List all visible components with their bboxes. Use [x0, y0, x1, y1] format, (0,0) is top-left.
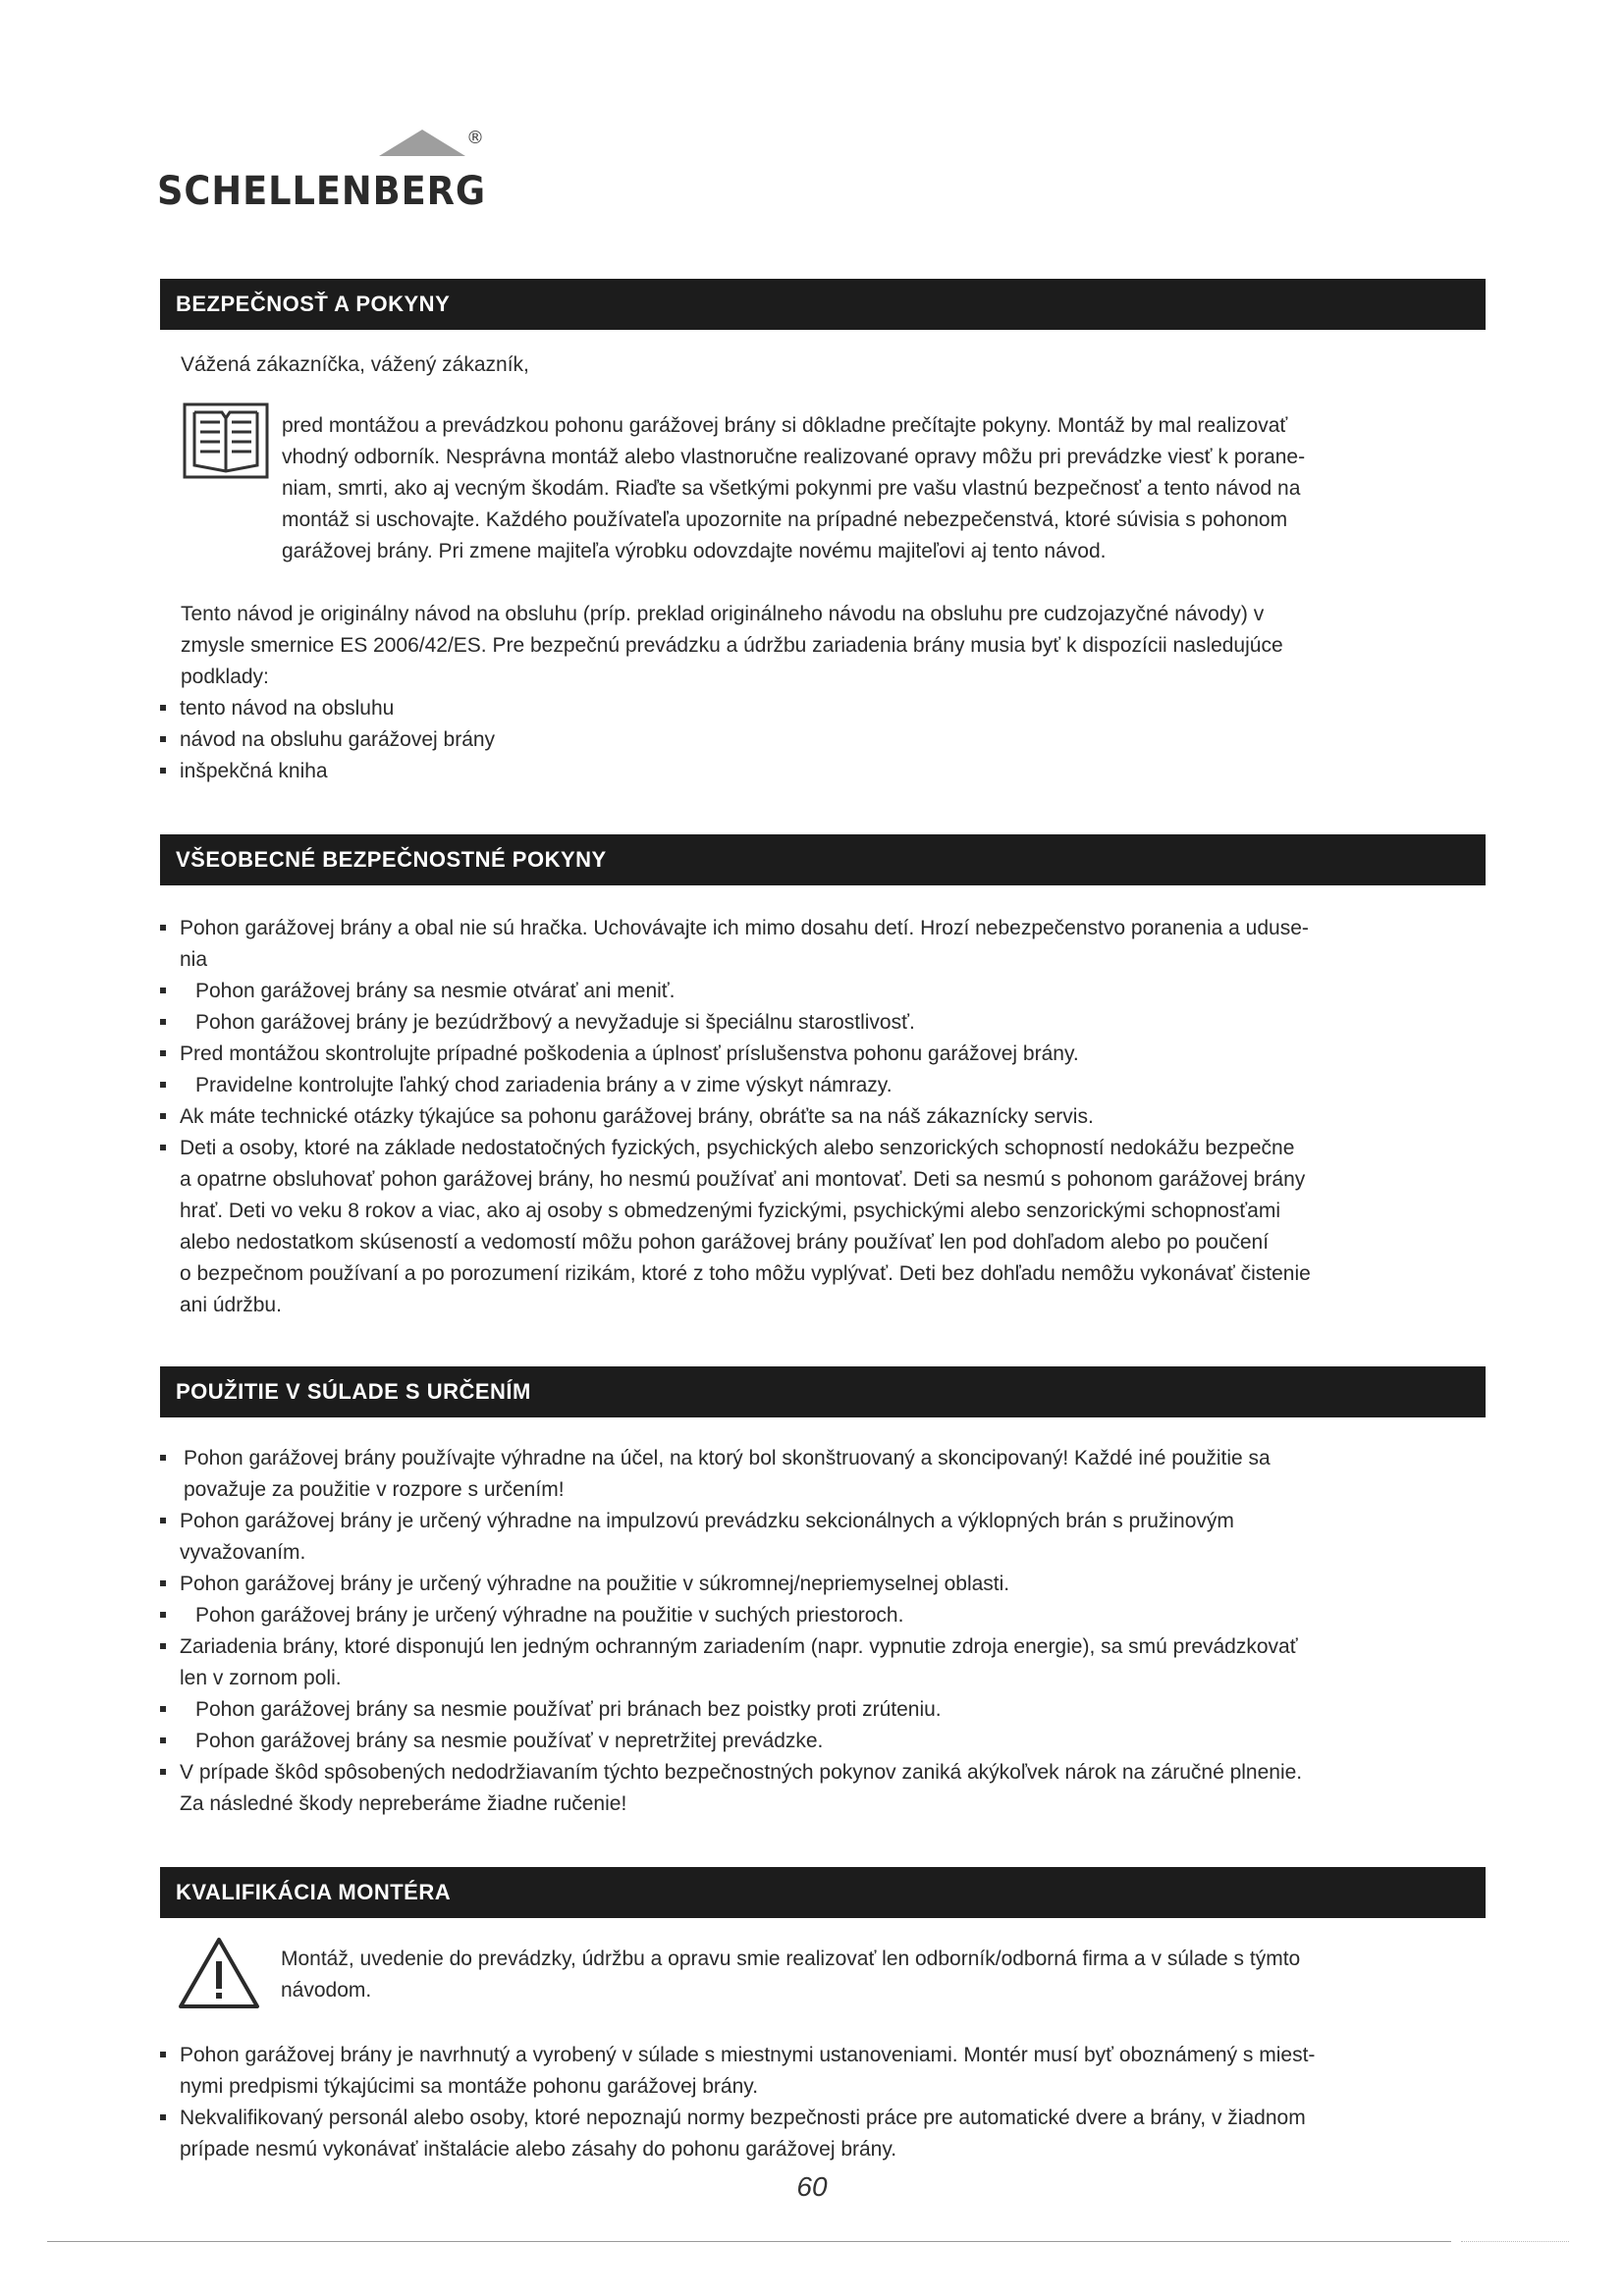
- intro-line: garážovej brány. Pri zmene majiteľa výrobku odovzdajte novému majiteľovi aj tento návod.: [282, 540, 1107, 562]
- section-heading-general-safety: VŠEOBECNÉ BEZPEČNOSTNÉ POKYNY: [160, 834, 1486, 885]
- book-icon: [183, 402, 269, 479]
- paragraph-line: zmysle smernice ES 2006/42/ES. Pre bezpečnú prevádzku a údržbu zariadenia brány musia byť k dispozícii nasledujúce: [181, 634, 1283, 657]
- page-number: 60: [796, 2171, 828, 2202]
- brand-logo: [157, 128, 511, 226]
- registered-mark: ®: [466, 128, 484, 148]
- list-item: Zariadenia brány, ktoré disponujú len jedným ochranným zariadením (napr. vypnutie zdroja energie), sa smú prevádzkovať len v zornom poli.: [160, 1631, 1476, 1694]
- intro-line: niam, smrti, ako aj vecným škodám. Riaďte sa všetkými pokynmi pre vašu vlastnú bezpečnosť a tento návod na: [282, 477, 1301, 500]
- list-item: Pohon garážovej brány používajte výhradne na účel, na ktorý bol skonštruovaný a skoncipovaný! Každé iné použitie sa považuje za použitie v rozpore s určením!: [160, 1443, 1476, 1506]
- logo-roof-icon: [375, 128, 469, 157]
- list-item: V prípade škôd spôsobených nedodržiavaním týchto bezpečnostných pokynov zaniká akýkoľvek nárok na záručné plnenie. Za následné škody nepreberáme žiadne ručenie!: [160, 1757, 1476, 1820]
- list-item: Nekvalifikovaný personál alebo osoby, ktoré nepoznajú normy bezpečnosti práce pre automatické dvere a brány, v žiadnom prípade nesmú vykonávať inštalácie alebo zásahy do pohonu garážovej brány.: [160, 2103, 1476, 2165]
- list-item: Pred montážou skontrolujte prípadné poškodenia a úplnosť príslušenstva pohonu garážovej brány.: [160, 1039, 1476, 1070]
- list-item: Pravidelne kontrolujte ľahký chod zariadenia brány a v zime výskyt námrazy.: [160, 1070, 1476, 1101]
- list-item: tento návod na obsluhu: [160, 693, 1476, 724]
- intro-line: montáž si uschovajte. Každého používateľa upozornite na prípadné nebezpečenstvá, ktoré súvisia s pohonom: [282, 508, 1288, 531]
- list-item: inšpekčná kniha: [160, 756, 1476, 787]
- list-item: Ak máte technické otázky týkajúce sa pohonu garážovej brány, obráťte sa na náš zákaznícky servis.: [160, 1101, 1476, 1133]
- footer-dotted-divider: [1461, 2241, 1569, 2242]
- list-item: Pohon garážovej brány sa nesmie používať pri bránach bez poistky proti zrúteniu.: [160, 1694, 1476, 1726]
- list-item: Pohon garážovej brány je určený výhradne na impulzovú prevádzku sekcionálnych a výklopných brán s pružinovým vyvažovaním.: [160, 1506, 1476, 1569]
- greeting: Vážená zákazníčka, vážený zákazník,: [181, 353, 529, 376]
- intro-paragraph: [282, 410, 1305, 567]
- warning-text: [281, 1944, 1300, 2006]
- list-item: Pohon garážovej brány je určený výhradne na použitie v suchých priestoroch.: [160, 1600, 1476, 1631]
- list-item: Pohon garážovej brány je navrhnutý a vyrobený v súlade s miestnymi ustanoveniami. Montér musí byť oboznámený s miest- nymi predpismi týkajúcimi sa montáže pohonu garážovej brány.: [160, 2040, 1476, 2103]
- list-item: návod na obsluhu garážovej brány: [160, 724, 1476, 756]
- list-item: Pohon garážovej brány a obal nie sú hračka. Uchovávajte ich mimo dosahu detí. Hrozí nebezpečenstvo poranenia a uduse- nia: [160, 913, 1476, 976]
- list-item: Pohon garážovej brány sa nesmie otvárať ani meniť.: [160, 976, 1476, 1007]
- intro-line: pred montážou a prevádzkou pohonu garážovej brány si dôkladne prečítajte pokyny. Montáž by mal realizovať: [282, 414, 1288, 437]
- footer-divider: [47, 2241, 1451, 2242]
- section-heading-safety: BEZPEČNOSŤ A POKYNY: [160, 279, 1486, 330]
- paragraph-line: podklady:: [181, 666, 269, 688]
- list-item: Pohon garážovej brány je bezúdržbový a nevyžaduje si špeciálnu starostlivosť.: [160, 1007, 1476, 1039]
- intro-line: vhodný odborník. Nesprávna montáž alebo vlastnoručne realizované opravy môžu pri prevádzke viesť k porane-: [282, 446, 1306, 468]
- list-item: Pohon garážovej brány sa nesmie používať v nepretržitej prevádzke.: [160, 1726, 1476, 1757]
- paragraph-line: Tento návod je originálny návod na obsluhu (príp. preklad originálneho návodu na obsluhu pre cudzojazyčné návody) v: [181, 603, 1265, 625]
- list-item: Pohon garážovej brány je určený výhradne na použitie v súkromnej/nepriemyselnej oblasti.: [160, 1569, 1476, 1600]
- section-heading-installer-qualification: KVALIFIKÁCIA MONTÉRA: [160, 1867, 1486, 1918]
- warning-line: Montáž, uvedenie do prevádzky, údržbu a opravu smie realizovať len odborník/odborná firma a v súlade s týmto: [281, 1948, 1301, 1970]
- warning-icon: [177, 1936, 261, 2010]
- logo-wordmark: SCHELLENBERG: [157, 169, 487, 214]
- warning-line: návodom.: [281, 1979, 372, 2002]
- list-item: Deti a osoby, ktoré na základe nedostatočných fyzických, psychických alebo senzorických schopností nedokážu bezpečne a opatrne obsluhovať pohon garážovej brány, ho nesmú používať ani montovať. Deti sa nesmú s pohonom garážovej brány hrať. Deti vo veku 8 rokov a viac, ako aj osoby s obmedzenými fyzickými, psychickými alebo senzorickými schopnosťami alebo nedostatkom skúseností a vedomostí môžu pohon garážovej brány používať len pod dohľadom alebo po poučení o bezpečnom používaní a po porozumení rizikám, ktoré z toho môžu vyplývať. Deti bez dohľadu nemôžu vykonávať čistenie ani údržbu.: [160, 1133, 1476, 1321]
- section-heading-intended-use: POUŽITIE V SÚLADE S URČENÍM: [160, 1366, 1486, 1417]
- original-manual-paragraph: [181, 599, 1283, 693]
